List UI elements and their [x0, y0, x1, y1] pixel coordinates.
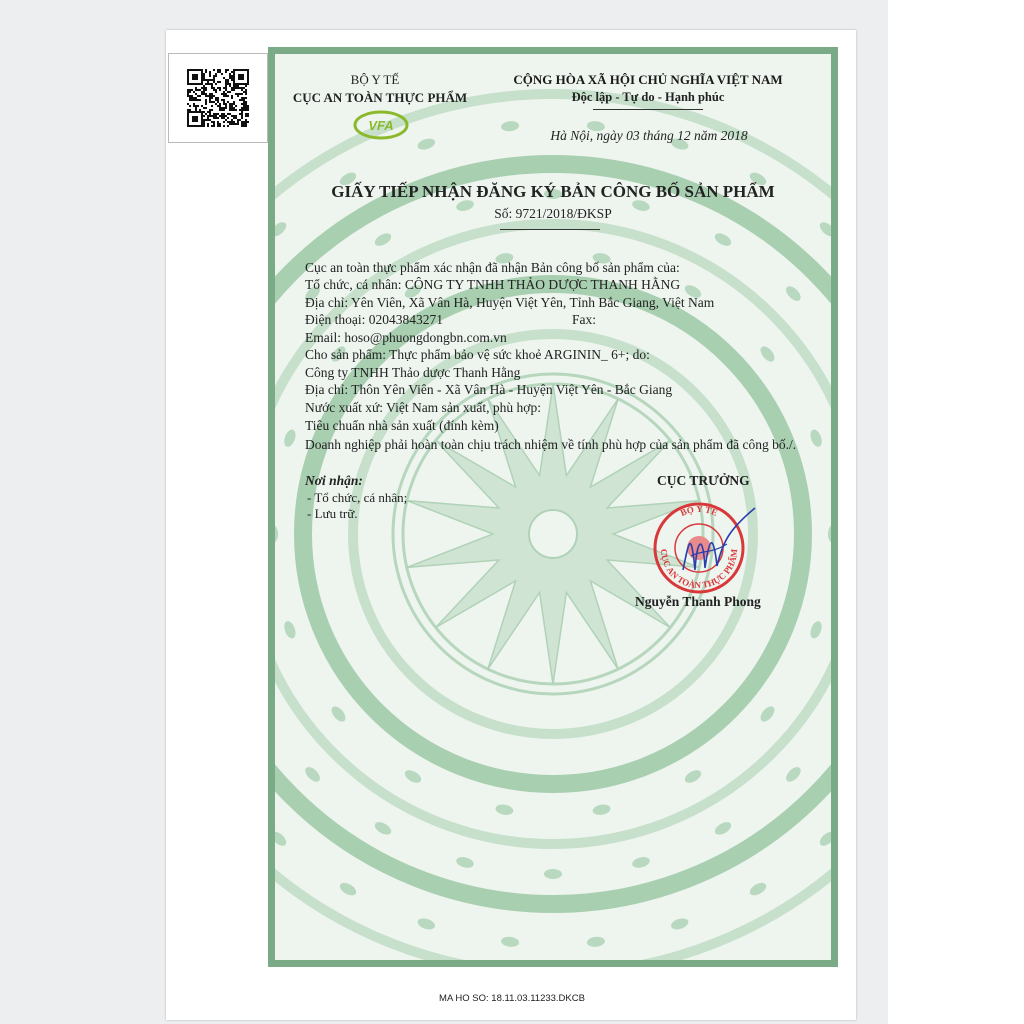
body-origin: Nước xuất xứ: Việt Nam sản xuất, phù hợp: [305, 400, 541, 415]
country-name: CỘNG HÒA XÃ HỘI CHỦ NGHĨA VIỆT NAM [513, 72, 783, 87]
body-standard: Tiêu chuẩn nhà sản xuất (đính kèm) [305, 418, 499, 433]
recipient-item: - Lưu trữ. [307, 506, 358, 521]
motto-underline [593, 109, 703, 110]
body-email: Email: hoso@phuongdongbn.com.vn [305, 330, 507, 345]
body-address: Địa chỉ: Yên Viên, Xã Vân Hà, Huyện Việt Yên, Tỉnh Bắc Giang, Việt Nam [305, 295, 715, 310]
recipient-item: - Tổ chức, cá nhân; [307, 490, 408, 505]
recipients-heading: Nơi nhận: [305, 473, 363, 488]
qr-code [168, 53, 268, 143]
official-stamp [651, 500, 761, 600]
body-intro: Cục an toàn thực phẩm xác nhận đã nhận Bản công bố sản phẩm của: [305, 260, 680, 275]
page-margin [888, 0, 1024, 1024]
department-name: CỤC AN TOÀN THỰC PHẨM [292, 90, 468, 105]
title-underline [500, 229, 600, 230]
body-product: Cho sản phẩm: Thực phẩm bảo vệ sức khoẻ ARGININ_ 6+; do: [305, 347, 650, 362]
document-number: Số: 9721/2018/ĐKSP [494, 206, 612, 221]
certificate-frame [268, 47, 838, 967]
signatory-title: CỤC TRƯỞNG [657, 473, 750, 488]
vfa-logo-icon [353, 110, 409, 140]
body-organization: Tổ chức, cá nhân: CÔNG TY TNHH THẢO DƯỢC THANH HẰNG [305, 277, 681, 292]
body-manufacturer-address: Địa chỉ: Thôn Yên Viên - Xã Vân Hà - Huyện Việt Yên - Bắc Giang [305, 382, 673, 397]
stamp-bottom-text: CỤC AN TOÀN THỰC PHẨM [658, 548, 740, 591]
drum-motif [544, 869, 562, 879]
qr-code-icon [187, 69, 249, 127]
body-phone: Điện thoại: 02043843271 [305, 312, 443, 327]
signatory-name: Nguyễn Thanh Phong [635, 594, 761, 609]
motto: Độc lập - Tự do - Hạnh phúc [571, 90, 725, 104]
body-responsibility: Doanh nghiệp phải hoàn toàn chịu trách nhiệm về tính phù hợp của sản phẩm đã công bố./. [305, 437, 797, 452]
vfa-logo-text: VFA [368, 118, 394, 133]
ministry-name: BỘ Y TẾ [350, 72, 400, 87]
dossier-code: MA HO SO: 18.11.03.11233.DKCB [439, 993, 585, 1004]
body-manufacturer: Công ty TNHH Thảo dược Thanh Hằng [305, 365, 521, 380]
stamp-top-text: BỘ Y TẾ [678, 503, 720, 518]
issue-date: Hà Nội, ngày 03 tháng 12 năm 2018 [550, 128, 748, 143]
body-fax: Fax: [572, 312, 597, 327]
vfa-logo [353, 110, 409, 140]
document-title: GIẤY TIẾP NHẬN ĐĂNG KÝ BẢN CÔNG BỐ SẢN PHẨM [331, 182, 775, 201]
